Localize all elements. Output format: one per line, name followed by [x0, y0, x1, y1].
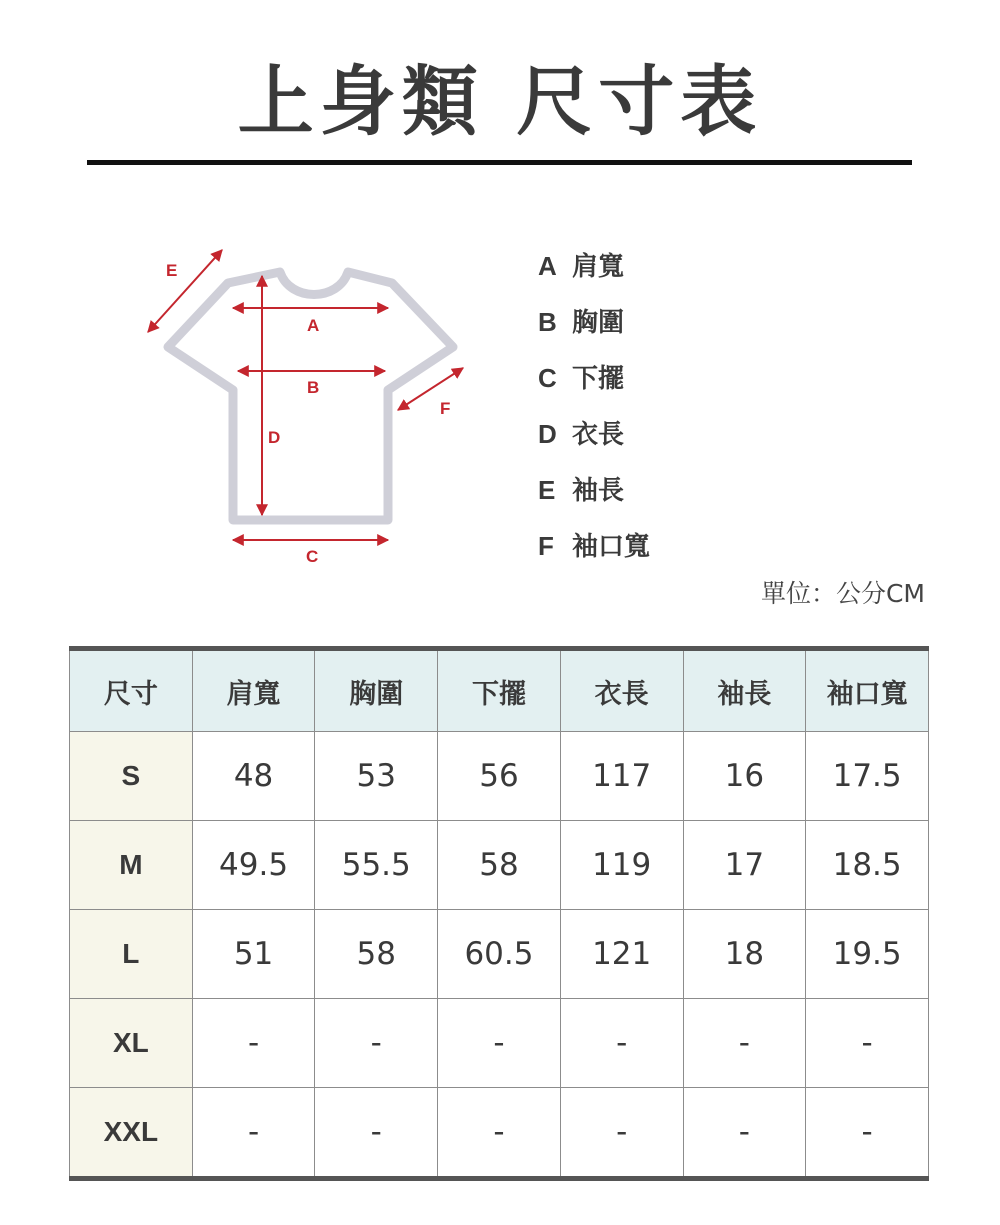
table-row	[70, 999, 929, 1088]
cell-value: 60.5	[438, 910, 561, 999]
table-row	[70, 732, 929, 821]
cell-value: -	[315, 999, 438, 1088]
title-divider	[87, 160, 912, 165]
tshirt-measurement-diagram	[140, 238, 480, 578]
cell-value: -	[806, 1088, 929, 1179]
legend-item-c: C 下擺	[538, 363, 625, 394]
header-shoulder: 肩寬	[192, 649, 315, 732]
label-d: D	[268, 428, 281, 447]
cell-value: 55.5	[315, 821, 438, 910]
header-hem: 下擺	[438, 649, 561, 732]
measurement-legend	[538, 248, 650, 584]
cell-value: -	[683, 1088, 806, 1179]
cell-value: -	[192, 999, 315, 1088]
cell-value: 18.5	[806, 821, 929, 910]
table-header-row	[70, 649, 929, 732]
cell-value: 58	[315, 910, 438, 999]
legend-item-f: F 袖口寬	[538, 531, 651, 562]
legend-item-b: B 胸圍	[538, 307, 625, 338]
label-f: F	[440, 399, 451, 418]
legend-item-e: E 袖長	[538, 475, 625, 506]
label-b: B	[307, 378, 320, 397]
cell-value: 58	[438, 821, 561, 910]
header-sleeve-length: 袖長	[683, 649, 806, 732]
table-row	[70, 821, 929, 910]
cell-value: 18	[683, 910, 806, 999]
cell-value: -	[560, 1088, 683, 1179]
cell-value: -	[806, 999, 929, 1088]
cell-value: 48	[192, 732, 315, 821]
cell-value: 17	[683, 821, 806, 910]
header-sleeve-opening: 袖口寬	[806, 649, 929, 732]
size-label: XXL	[70, 1088, 193, 1179]
cell-value: 51	[192, 910, 315, 999]
cell-value: 119	[560, 821, 683, 910]
label-e: E	[166, 261, 178, 280]
cell-value: 17.5	[806, 732, 929, 821]
cell-value: 117	[560, 732, 683, 821]
table-row	[70, 910, 929, 999]
cell-value: -	[315, 1088, 438, 1179]
cell-value: 19.5	[806, 910, 929, 999]
legend-item-a: A 肩寬	[538, 251, 625, 282]
cell-value: -	[683, 999, 806, 1088]
cell-value: 49.5	[192, 821, 315, 910]
size-label: M	[70, 821, 193, 910]
header-chest: 胸圍	[315, 649, 438, 732]
header-size: 尺寸	[70, 649, 193, 732]
cell-value: 16	[683, 732, 806, 821]
size-label: L	[70, 910, 193, 999]
cell-value: 53	[315, 732, 438, 821]
cell-value: -	[560, 999, 683, 1088]
cell-value: -	[438, 1088, 561, 1179]
unit-note: 單位：公分CM	[760, 579, 925, 608]
size-label: S	[70, 732, 193, 821]
cell-value: -	[438, 999, 561, 1088]
arrow-sleeve-length	[148, 250, 222, 332]
cell-value: 121	[560, 910, 683, 999]
size-table	[69, 646, 929, 1181]
table-row	[70, 1088, 929, 1179]
size-label: XL	[70, 999, 193, 1088]
label-c: C	[306, 547, 319, 566]
cell-value: 56	[438, 732, 561, 821]
header-length: 衣長	[560, 649, 683, 732]
cell-value: -	[192, 1088, 315, 1179]
label-a: A	[307, 316, 320, 335]
page-title: 上身類 尺寸表	[237, 57, 763, 146]
legend-item-d: D 衣長	[538, 419, 625, 450]
